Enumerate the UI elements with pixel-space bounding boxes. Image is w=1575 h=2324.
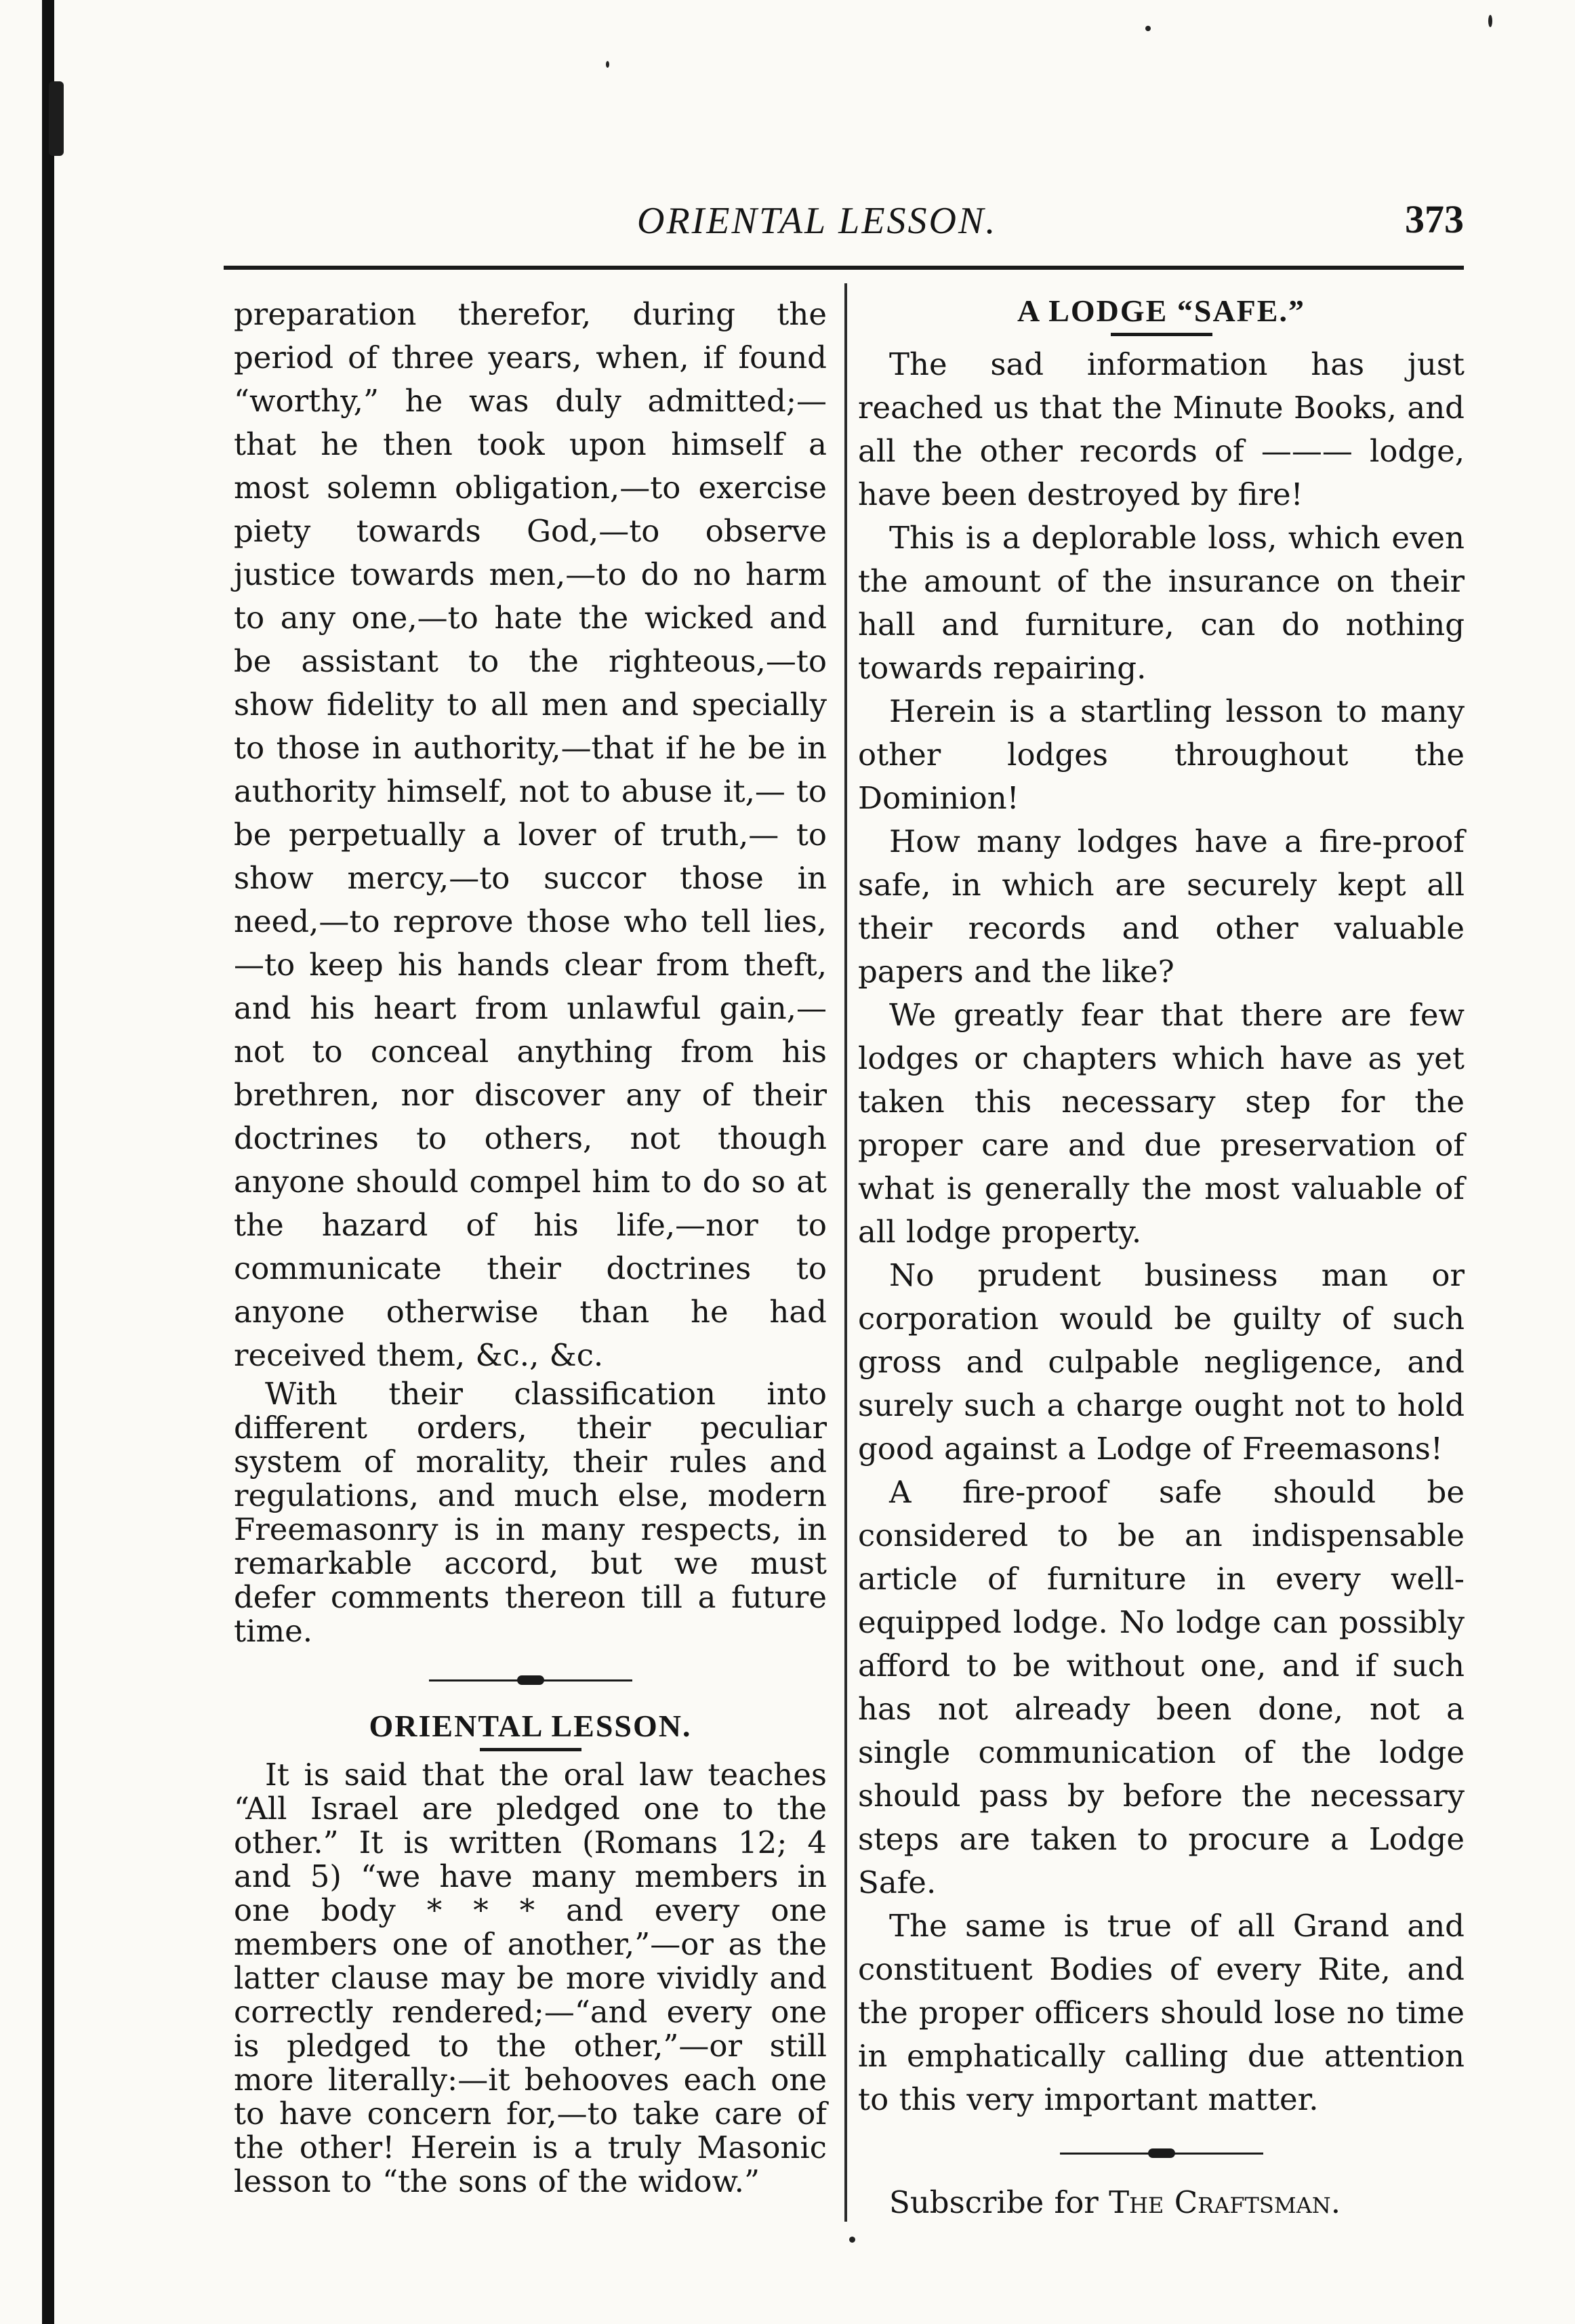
- binding-shadow: [42, 0, 54, 2324]
- scan-speck: [849, 2237, 855, 2243]
- article-title: A LODGE “SAFE.”: [1017, 293, 1305, 328]
- article-paragraph: Herein is a startling lesson to many other lodges throughout the Dominion!: [858, 693, 1465, 816]
- running-title: ORIENTAL LESSON.: [637, 200, 998, 242]
- subscribe-prefix: Subscribe for: [889, 2184, 1109, 2220]
- title-rule: [480, 1748, 581, 1751]
- scan-speck: [606, 61, 609, 68]
- title-rule: [1111, 333, 1212, 336]
- running-head: [224, 194, 1464, 248]
- scan-speck: [1488, 15, 1492, 27]
- section-title: ORIENTAL LESSON.: [369, 1709, 692, 1743]
- article-paragraph: How many lodges have a fire-proof safe, in which are securely kept all their records and other valuable papers and the like?: [858, 823, 1465, 990]
- section-ornament: [1060, 2148, 1263, 2158]
- subscribe-line: [858, 2181, 1465, 2224]
- scan-speck: [1145, 26, 1151, 31]
- left-column: [234, 293, 827, 2199]
- article-paragraph: It is said that the oral law teaches “All Israel are pledged one to the other.” It is written (Romans 12; 4 and 5) “we have many members in one body * * * and every one members one of another,”—or as the latter clause may be more vividly and correctly rendered;—“and every one is pledged to the other,”—or still more literally:—it behooves each one to have concern for,—to take care of the other! Herein is a truly Masonic lesson to “the sons of the widow.”: [234, 1757, 827, 2199]
- section-ornament: [429, 1675, 632, 1685]
- binding-mark: [49, 81, 64, 156]
- article-paragraph: No prudent business man or corporation would be guilty of such gross and culpable negligence, and surely such a charge ought not to hold good against a Lodge of Freemasons!: [858, 1257, 1465, 1467]
- right-column: [858, 293, 1465, 2224]
- article-paragraph: A fire-proof safe should be considered to be an indispensable article of furniture in every well-equipped lodge. No lodge can possibly afford to be without one, and if such has not already been done, not a single communication of the lodge should pass by before the necessary steps are taken to procure a Lodge Safe.: [858, 1474, 1465, 1900]
- article-paragraph: This is a deplorable loss, which even the amount of the insurance on their hall and furniture, can do nothing towards repairing.: [858, 520, 1465, 686]
- column-divider: [844, 283, 847, 2222]
- article-paragraph: The same is true of all Grand and constituent Bodies of every Rite, and the proper officers should lose no time in emphatically calling due attention to this very important matter.: [858, 1908, 1465, 2117]
- article-paragraph: preparation therefor, during the period of three years, when, if found “worthy,” he was duly admitted;— that he then took upon himself a most solemn obligation,—to exercise piety towards God,—to observe justice towards men,—to do no harm to any one,—to hate the wicked and be assistant to the righteous,—to show fidelity to all men and specially to those in authority,—that if he be in authority himself, not to abuse it,— to be perpetually a lover of truth,— to show mercy,—to succor those in need,—to reprove those who tell lies, —to keep his hands clear from theft, and his heart from unlawful gain,— not to conceal anything from his brethren, nor discover any of their doctrines to others, not though anyone should compel him to do so at the hazard of his life,—nor to communicate their doctrines to anyone otherwise than he had received them, &c., &c.: [234, 296, 827, 1373]
- article-paragraph: With their classification into different orders, their peculiar system of morality, their rules and regulations, and much else, modern Freemasonry is in many respects, in remarkable accord, but we must defer comments thereon till a future time.: [234, 1376, 827, 1649]
- publication-name: The Craftsman.: [1109, 2184, 1341, 2220]
- article-paragraph: We greatly fear that there are few lodges or chapters which have as yet taken this necessary step for the proper care and due preservation of what is generally the most valuable of all lodge property.: [858, 997, 1465, 1250]
- header-rule: [224, 266, 1464, 270]
- article-paragraph: The sad information has just reached us that the Minute Books, and all the other records of ——— lodge, have been destroyed by fire!: [858, 346, 1465, 512]
- page-number: 373: [1405, 197, 1464, 241]
